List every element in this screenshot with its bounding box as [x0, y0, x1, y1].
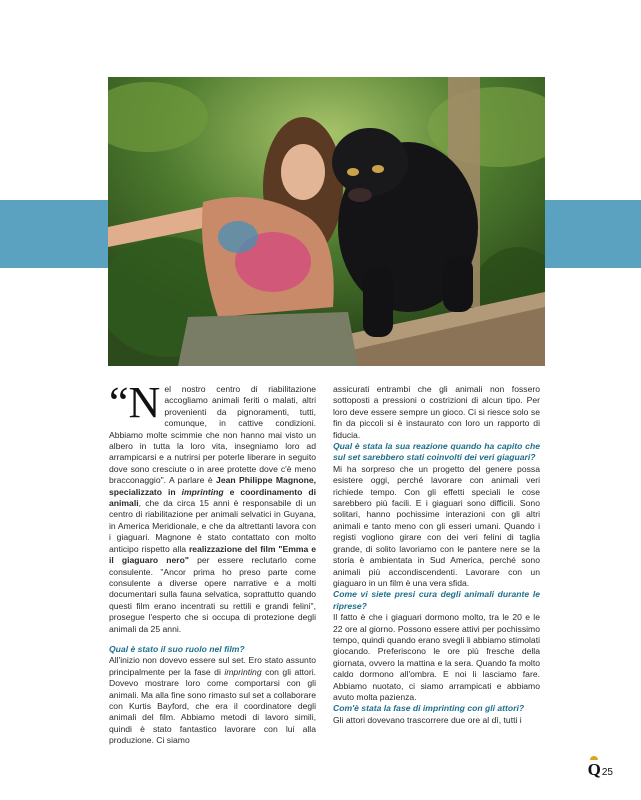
question-heading: Com'è stata la fase di imprinting con gli attori?	[333, 703, 525, 714]
film-still-photo	[108, 77, 545, 366]
magazine-logo: Q	[587, 760, 601, 779]
question-heading: Come vi siete presi cura degli animali durante le riprese?	[333, 589, 540, 611]
answer-paragraph: Il fatto è che i giaguari dormono molto, tra le 20 e le 22 ore al giorno. Possono essere attivi per pochissimo tempo, quindi quando erano svegli li abbiamo stimolati giocando. Preferiscono le ore più fresche della giornata, ovvero la mattina e la sera. Quando fa molto caldo dormono all'ombra. E noi li lasciamo fare. Abbiamo nuotato, ci siamo arrampicati e abbiamo avuto molta pazienza.	[333, 612, 540, 702]
answer-paragraph: All'inizio non dovevo essere sul set. Ero stato assunto principalmente per la fase di imprinting con gli attori. Dovevo mostrare loro come comportarsi con gli animali. Ma alla fine sono rimasto sul set a collaborare con Kurtis Bayford, che era il coordinatore degli animali del film. Abbiamo metodi di lavoro simili, quindi è stato fantastico lavorare con lui alla produzione. Ci siamo	[109, 655, 316, 746]
article-column-2	[333, 384, 540, 726]
girl-with-black-jaguar-illustration	[108, 77, 545, 366]
page-number-text: 25	[601, 767, 613, 778]
question-heading: Qual è stato il suo ruolo nel film?	[109, 643, 245, 654]
answer-paragraph: Mi ha sorpreso che un progetto del genere possa esistere oggi, perché lavorare con animali veri richiede tempo. Con gli effetti speciali le cose sarebbero più facili. E i giaguari sono difficili. Sono solitari, hanno pochissime interazioni con gli altri animali e tanto meno con gli esseri umani. Quando i registi vogliono girare con dei veri felini di taglia grande, di solito lavoriamo con le pantere nere se la storia è ambientata in Sud America, perché sono animali più accondiscendenti. Lavorare con un giaguaro in un film è una vera sfida.	[333, 463, 540, 588]
answer-paragraph: assicurati entrambi che gli animali non fossero sottoposti a pressioni o costrizioni di alcun tipo. Per loro deve essere sempre un gioco. Ci si riesce solo se fin da piccoli si è instaurato con loro un rapporto di fiducia.	[333, 384, 540, 440]
article-column-1	[109, 378, 317, 747]
answer-paragraph: Gli attori dovevano trascorrere due ore al dì, tutti i	[333, 714, 522, 725]
drop-cap: “N	[109, 378, 161, 427]
intro-paragraph: “Nel nostro centro di riabilitazione accogliamo animali feriti o malati, altri provenienti da pignoramenti, tutti, comunque, in cattive condizioni. Abbiamo molte scimmie che non hanno mai visto un albero in tutta la loro vita, insegniamo loro ad arrampicarsi e a nutrirsi per poterle liberare in seguito dove sono cresciute o in aree protette dove c'è meno bracconaggio". A parlare è Jean Philippe Magnone, specializzato in imprinting e coordinamento di animali, che da circa 15 anni è responsabile di un centro di riabilitazione per animali selvatici in Guyana, in America Meridionale, e che da altrettanti lavora con i giaguari. Magnone è stato contattato con molto anticipo rispetto alla realizzazione del film "Emma e il giaguaro nero" per essere reclutarlo come consulente. "Ancor prima ho preso parte come consulente a diverse opere narrative e a molti documentari sulla fauna selvatica, soprattutto quando questi film erano incentrati su rettili e grandi felini", prosegue l'esperto che si occupa di protezione degli animali da 25 anni.	[109, 378, 317, 634]
page-number	[588, 760, 613, 780]
question-heading: Qual è stata la sua reazione quando ha capito che sul set sarebbero stati coinvolti dei veri giaguari?	[333, 441, 540, 463]
